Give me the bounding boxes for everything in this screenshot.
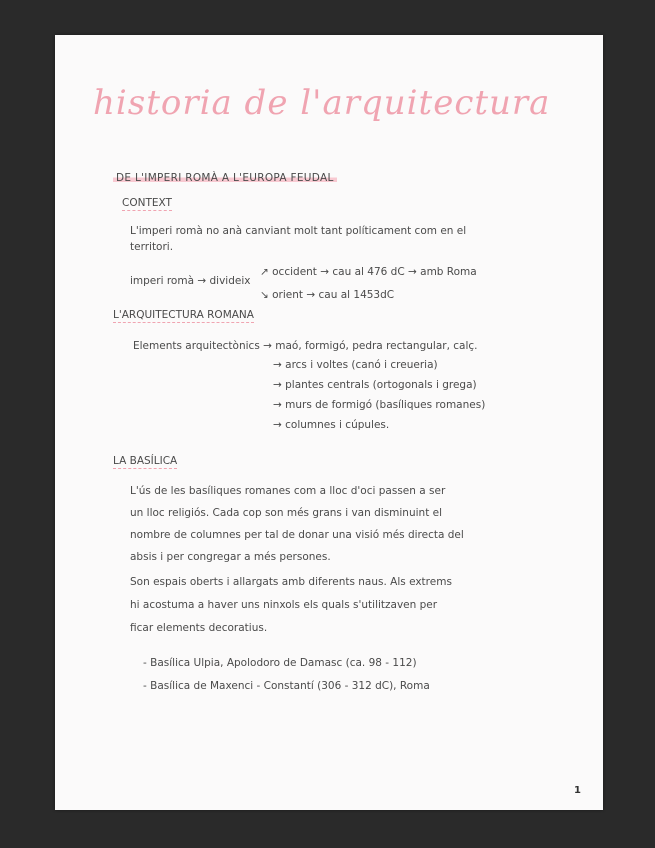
division-occident: ↗ occident → cau al 476 dC → amb Roma — [260, 266, 477, 278]
example-maxenci: - Basílica de Maxenci - Constantí (306 - 312 dC), Roma — [143, 680, 430, 692]
division-left: imperi romà → divideix — [130, 275, 251, 287]
basilica-p1-line-4: absis i per congregar a més persones. — [130, 551, 331, 563]
elements-line-5: → columnes i cúpules. — [273, 419, 390, 431]
basilica-p1-line-3: nombre de columnes per tal de donar una visió més directa del — [130, 529, 464, 541]
basilica-p2-line-1: Son espais oberts i allargats amb diferents naus. Als extrems — [130, 576, 452, 588]
section-heading-imperi: DE L'IMPERI ROMÀ A L'EUROPA FEUDAL — [113, 172, 337, 184]
page-number: 1 — [574, 785, 581, 796]
notebook-page — [55, 35, 603, 810]
basilica-p1-line-2: un lloc religiós. Cada cop son més grans i van disminuint el — [130, 507, 443, 519]
context-heading: CONTEXT — [122, 197, 172, 209]
basilica-p2-line-2: hi acostuma a haver uns ninxols els quals s'utilitzaven per — [130, 599, 438, 611]
context-line-1: L'imperi romà no anà canviant molt tant políticament com en el — [130, 225, 467, 237]
elements-line-4: → murs de formigó (basíliques romanes) — [273, 399, 486, 411]
basilica-p1-line-1: L'ús de les basíliques romanes com a lloc d'oci passen a ser — [130, 485, 446, 497]
elements-line-1: Elements arquitectònics → maó, formigó, pedra rectangular, calç. — [133, 340, 478, 352]
elements-line-3: → plantes centrals (ortogonals i grega) — [273, 379, 477, 391]
basilica-heading: LA BASÍLICA — [113, 455, 178, 467]
example-ulpia: - Basílica Ulpia, Apolodoro de Damasc (ca. 98 - 112) — [143, 657, 417, 669]
context-line-2: territori. — [130, 241, 174, 253]
arquitectura-romana-heading: L'ARQUITECTURA ROMANA — [113, 309, 254, 321]
division-orient: ↘ orient → cau al 1453dC — [260, 289, 395, 301]
basilica-p2-line-3: ficar elements decoratius. — [130, 622, 268, 634]
page-title: historia de l'arquitectura — [93, 83, 551, 123]
elements-line-2: → arcs i voltes (canó i creueria) — [273, 359, 438, 371]
